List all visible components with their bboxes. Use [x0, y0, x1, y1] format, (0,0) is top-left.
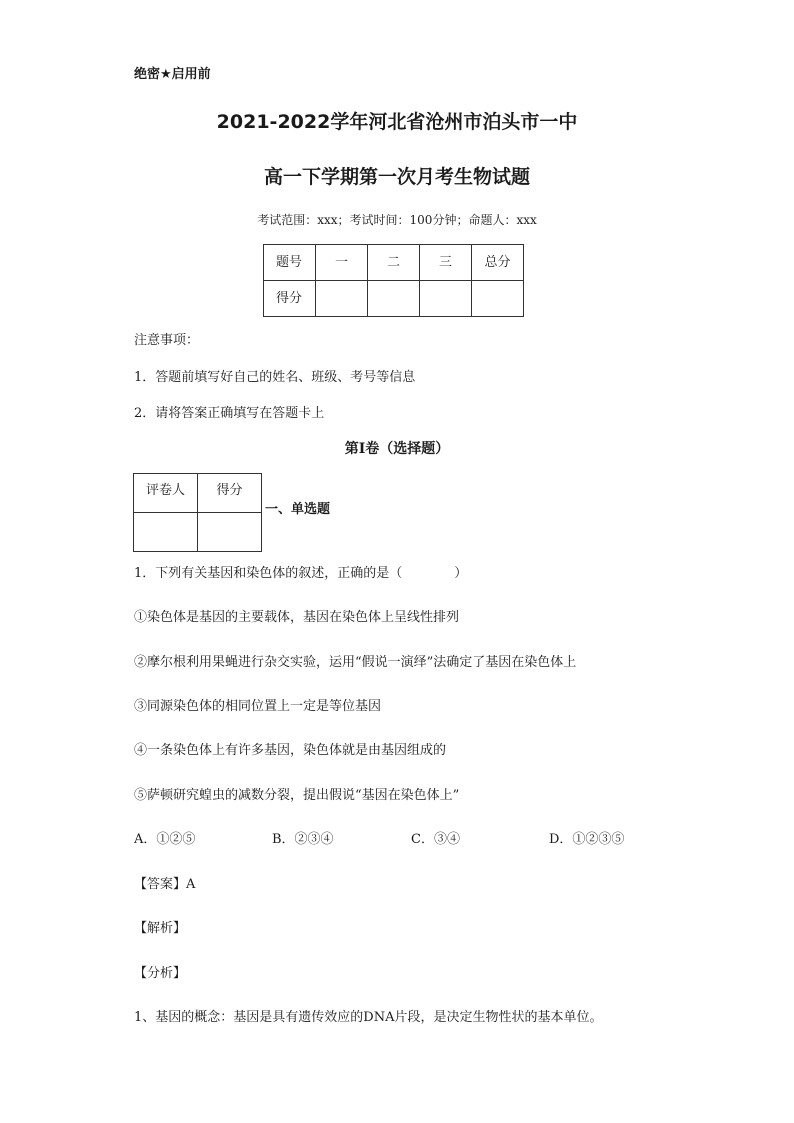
score-row-label: 得分 [264, 281, 316, 317]
grader-header-cell: 评卷人 [134, 474, 198, 513]
score-header-cell: 总分 [472, 245, 524, 281]
analysis-point: 1、基因的概念：基因是具有遗传效应的DNA片段，是决定生物性状的基本单位。 [134, 1010, 603, 1025]
grader-cell [134, 513, 198, 552]
analysis-label: 【解析】 [134, 921, 187, 936]
score-table-header-row [264, 245, 524, 281]
grader-blank-row [134, 513, 262, 552]
statement: ④一条染色体上有许多基因，染色体就是由基因组成的 [134, 743, 447, 758]
exam-title-line1: 2021-2022学年河北省沧州市泊头市一中 [216, 111, 578, 133]
question-stem: 1．下列有关基因和染色体的叙述，正确的是（ ） [134, 566, 468, 581]
option-b: B．②③④ [272, 832, 334, 847]
score-table [263, 244, 524, 317]
section-title: 第I卷（选择题） [344, 441, 450, 457]
statement: ①染色体是基因的主要载体，基因在染色体上呈线性排列 [134, 610, 460, 625]
statement: ③同源染色体的相同位置上一定是等位基因 [134, 699, 382, 714]
score-header-cell: 三 [420, 245, 472, 281]
note-item: 2．请将答案正确填写在答题卡上 [134, 406, 325, 421]
score-header-cell: 二 [368, 245, 420, 281]
statement: ⑤萨顿研究蝗虫的减数分裂，提出假说“基因在染色体上” [134, 788, 460, 803]
score-header-cell: 题号 [264, 245, 316, 281]
notes-title: 注意事项： [134, 333, 200, 348]
analysis-sub-label: 【分析】 [134, 966, 187, 981]
score-header-cell: 一 [316, 245, 368, 281]
option-a: A．①②⑤ [134, 832, 196, 847]
confidential-label: 绝密★启用前 [134, 67, 211, 82]
statement: ②摩尔根利用果蝇进行杂交实验，运用“假说一演绎”法确定了基因在染色体上 [134, 655, 577, 670]
note-item: 1．答题前填写好自己的姓名、班级、考号等信息 [134, 370, 416, 385]
score-cell [420, 281, 472, 317]
answer-label: 【答案】A [134, 877, 196, 892]
score-cell [472, 281, 524, 317]
grader-cell [198, 513, 262, 552]
exam-title-line2: 高一下学期第一次月考生物试题 [263, 166, 530, 188]
score-cell [368, 281, 420, 317]
score-table-score-row [264, 281, 524, 317]
option-c: C．③④ [411, 832, 460, 847]
score-cell [316, 281, 368, 317]
grader-header-cell: 得分 [198, 474, 262, 513]
exam-info: 考试范围：xxx；考试时间：100分钟；命题人：xxx [257, 213, 537, 227]
option-d: D．①②③⑤ [549, 832, 625, 847]
grader-header-row [134, 474, 262, 513]
grader-table [133, 473, 262, 552]
part-title: 一、单选题 [265, 502, 331, 517]
